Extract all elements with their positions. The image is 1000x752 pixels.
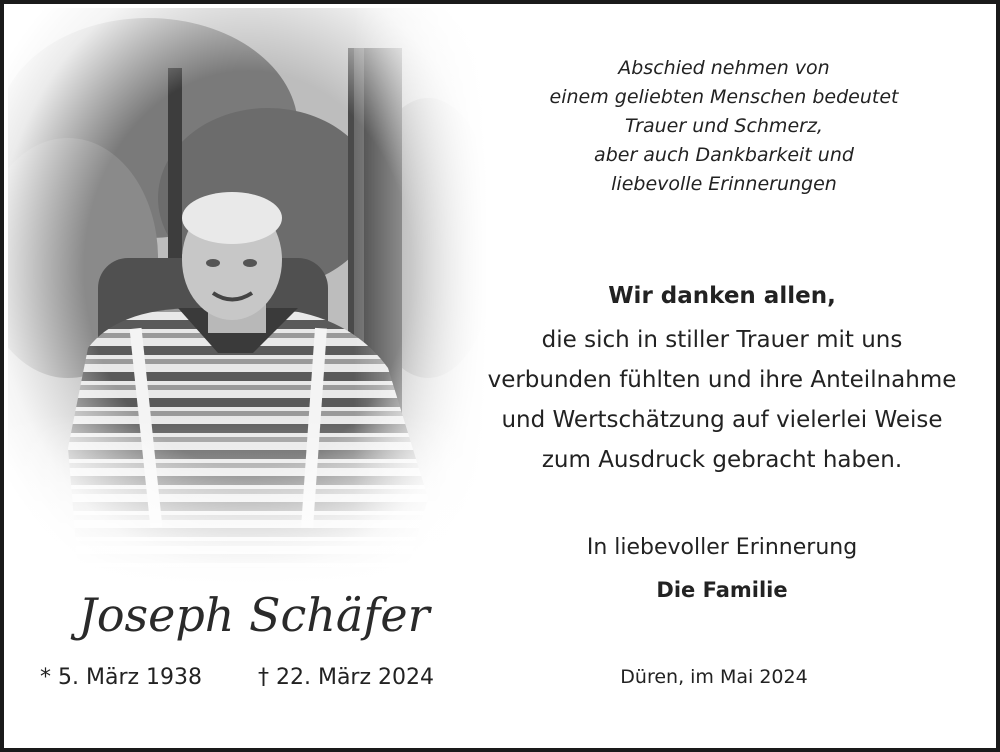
quote-line: liebevolle Erinnerungen — [611, 173, 837, 195]
closing-memory: In liebevoller Erinnerung — [586, 535, 858, 560]
quote-line: Trauer und Schmerz, — [625, 115, 823, 137]
thanks-line: die sich in stiller Trauer mit uns — [541, 327, 903, 353]
quote-line: einem geliebten Menschen bedeutet — [549, 86, 899, 108]
farewell-quote — [524, 54, 924, 199]
thanks-line: zum Ausdruck gebracht haben. — [541, 447, 903, 473]
deceased-name: Joseph Schäfer — [78, 588, 430, 642]
quote-line: aber auch Dankbarkeit und — [594, 144, 854, 166]
thanks-heading: Wir danken allen, — [608, 283, 836, 309]
death-date: † 22. März 2024 — [258, 665, 435, 690]
place-date: Düren, im Mai 2024 — [620, 666, 808, 688]
thanks-line: und Wertschätzung auf vielerlei Weise — [501, 407, 943, 433]
thanks-line: verbunden fühlten und ihre Anteilnahme — [487, 367, 957, 393]
birth-date: * 5. März 1938 — [40, 665, 203, 690]
thanks-message — [454, 276, 990, 480]
portrait-photo — [8, 8, 488, 588]
closing-signature — [454, 530, 990, 614]
closing-family: Die Familie — [656, 578, 788, 602]
quote-line: Abschied nehmen von — [618, 57, 830, 79]
